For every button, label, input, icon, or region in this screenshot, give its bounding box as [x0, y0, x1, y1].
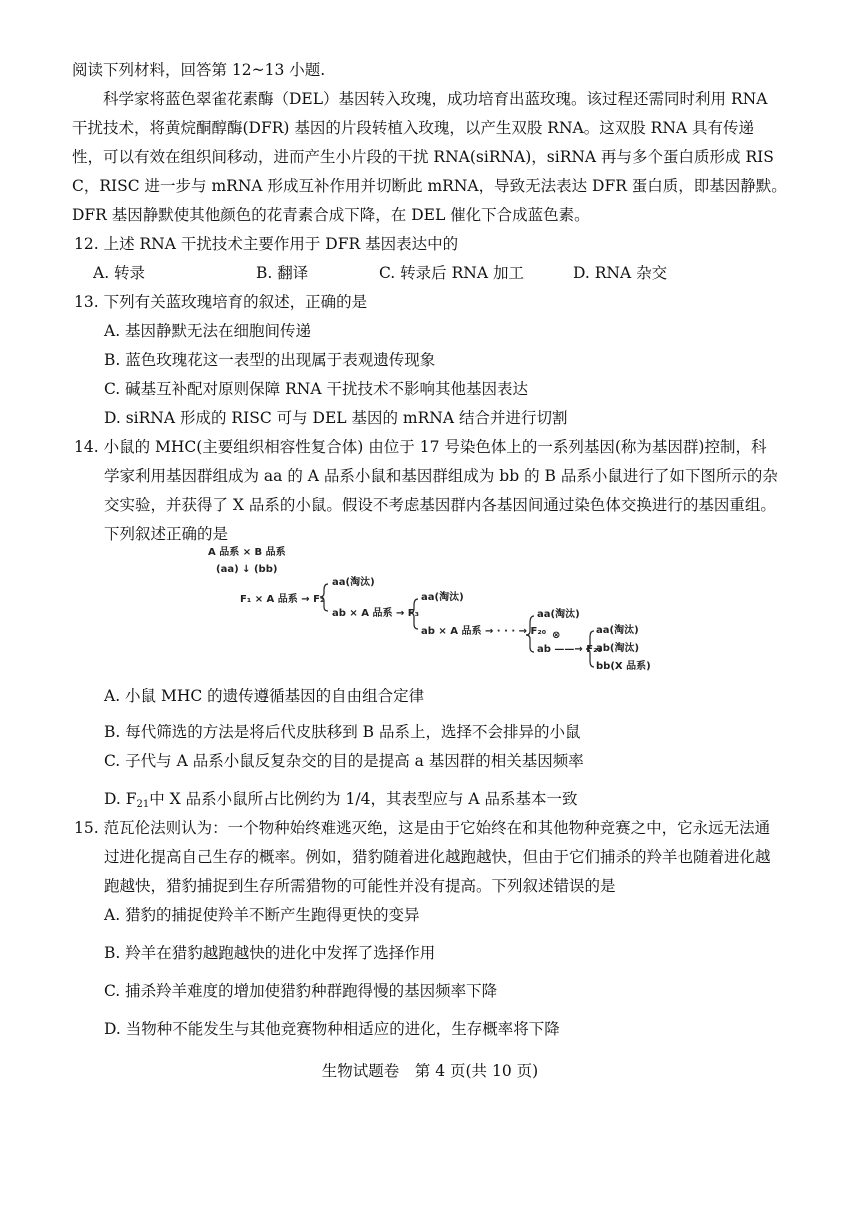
diagram-f20-aa: aa(淘汰)	[537, 609, 580, 620]
diagram-f20-ab: ab ——→ F₂₁	[537, 644, 602, 655]
q14-option-c: C. 子代与 A 品系小鼠反复杂交的目的是提高 a 基因群的相关基因频率	[104, 752, 584, 770]
material-line-4: C，RISC 进一步与 mRNA 形成互补作用并切断此 mRNA，导致无法表达 DFR 蛋白质，即基因静默。	[72, 177, 787, 195]
q13-stem: 13. 下列有关蓝玫瑰培育的叙述，正确的是	[74, 293, 368, 311]
q12-stem: 12. 上述 RNA 干扰技术主要作用于 DFR 基因表达中的	[74, 235, 459, 253]
q14-option-a: A. 小鼠 MHC 的遗传遵循基因的自由组合定律	[104, 687, 425, 705]
material-line-5: DFR 基因静默使其他颜色的花青素合成下降，在 DEL 催化下合成蓝色素。	[72, 206, 590, 224]
material-line-3: 性，可以有效在组织间移动，进而产生小片段的干扰 RNA(siRNA)，siRNA 再与多个蛋白质形成 RIS	[72, 148, 774, 166]
q15-option-a: A. 猎豹的捕捉使羚羊不断产生跑得更快的变异	[104, 906, 420, 924]
q14-option-d	[104, 789, 578, 815]
q14-option-b: B. 每代筛选的方法是将后代皮肤移到 B 品系上，选择不会排异的小鼠	[104, 723, 581, 741]
q13-option-d: D. siRNA 形成的 RISC 可与 DEL 基因的 mRNA 结合并进行切割	[104, 409, 568, 427]
q12-option-a: A. 转录	[93, 264, 146, 282]
diagram-f21-ab: ab(淘汰)	[596, 643, 640, 654]
q12-option-b: B. 翻译	[256, 264, 309, 282]
diagram-f3-aa: aa(淘汰)	[421, 592, 464, 603]
q14-option-d-text: 中 X 品系小鼠所占比例约为 1/4，其表型应与 A 品系基本一致	[149, 790, 578, 808]
diagram-parents-label: (aa) ↓ (bb)	[216, 564, 278, 575]
diagram-f1-label: F₁ × A 品系 → F₂	[240, 594, 325, 605]
q14-option-d-prefix: D. F	[104, 790, 137, 808]
q15-option-c: C. 捕杀羚羊难度的增加使猎豹种群跑得慢的基因频率下降	[104, 982, 498, 1000]
diagram-f21-bb: bb(X 品系)	[596, 661, 651, 672]
diagram-selfing-symbol: ⊗	[552, 630, 561, 641]
diagram-f21-aa: aa(淘汰)	[596, 625, 639, 636]
q14-option-d-subscript: 21	[136, 799, 150, 810]
q13-option-c: C. 碱基互补配对原则保障 RNA 干扰技术不影响其他基因表达	[104, 380, 528, 398]
breeding-cross-diagram	[200, 545, 670, 675]
q15-stem-line-3: 跑越快，猎豹捕捉到生存所需猎物的可能性并没有提高。下列叙述错误的是	[104, 877, 616, 895]
q12-option-d: D. RNA 杂交	[573, 264, 668, 282]
page-footer: 生物试题卷 第 4 页(共 10 页)	[321, 1062, 539, 1080]
q13-option-b: B. 蓝色玫瑰花这一表型的出现属于表观遗传现象	[104, 351, 436, 369]
q15-stem-line-2: 过进化提高自己生存的概率。例如，猎豹随着进化越跑越快，但由于它们捕杀的羚羊也随着进化越	[104, 848, 771, 866]
q14-stem-line-2: 学家利用基因群组成为 aa 的 A 品系小鼠和基因群组成为 bb 的 B 品系小鼠进行了如下图所示的杂	[104, 467, 778, 485]
q12-option-c: C. 转录后 RNA 加工	[379, 264, 524, 282]
reading-intro: 阅读下列材料，回答第 12~13 小题.	[72, 61, 326, 79]
q14-stem-line-1: 14. 小鼠的 MHC(主要组织相容性复合体) 由位于 17 号染色体上的一系列基因(称为基因群)控制，科	[74, 438, 767, 456]
material-line-1: 科学家将蓝色翠雀花素酶（DEL）基因转入玫瑰，成功培育出蓝玫瑰。该过程还需同时利用 RNA	[103, 90, 768, 108]
diagram-f2-ab: ab × A 品系 → F₃	[332, 608, 420, 619]
diagram-f2-aa: aa(淘汰)	[332, 577, 375, 588]
q15-option-b: B. 羚羊在猎豹越跑越快的进化中发挥了选择作用	[104, 944, 436, 962]
q15-stem-line-1: 15. 范瓦伦法则认为：一个物种始终难逃灭绝，这是由于它始终在和其他物种竞赛之中，它永远无法通	[74, 819, 771, 837]
q15-option-d: D. 当物种不能发生与其他竞赛物种相适应的进化，生存概率将下降	[104, 1020, 560, 1038]
diagram-f3-ab: ab × A 品系 → · · · → F₂₀	[421, 626, 547, 637]
material-line-2: 干扰技术，将黄烷酮醇酶(DFR) 基因的片段转植入玫瑰，以产生双股 RNA。这双股 RNA 具有传递	[72, 119, 755, 137]
q14-stem-line-4: 下列叙述正确的是	[104, 525, 229, 543]
diagram-cross-label: A 品系 × B 品系	[208, 547, 286, 558]
q14-stem-line-3: 交实验，并获得了 X 品系的小鼠。假设不考虑基因群内各基因间通过染色体交换进行的基因重组。	[104, 496, 776, 514]
q13-option-a: A. 基因静默无法在细胞间传递	[104, 322, 312, 340]
